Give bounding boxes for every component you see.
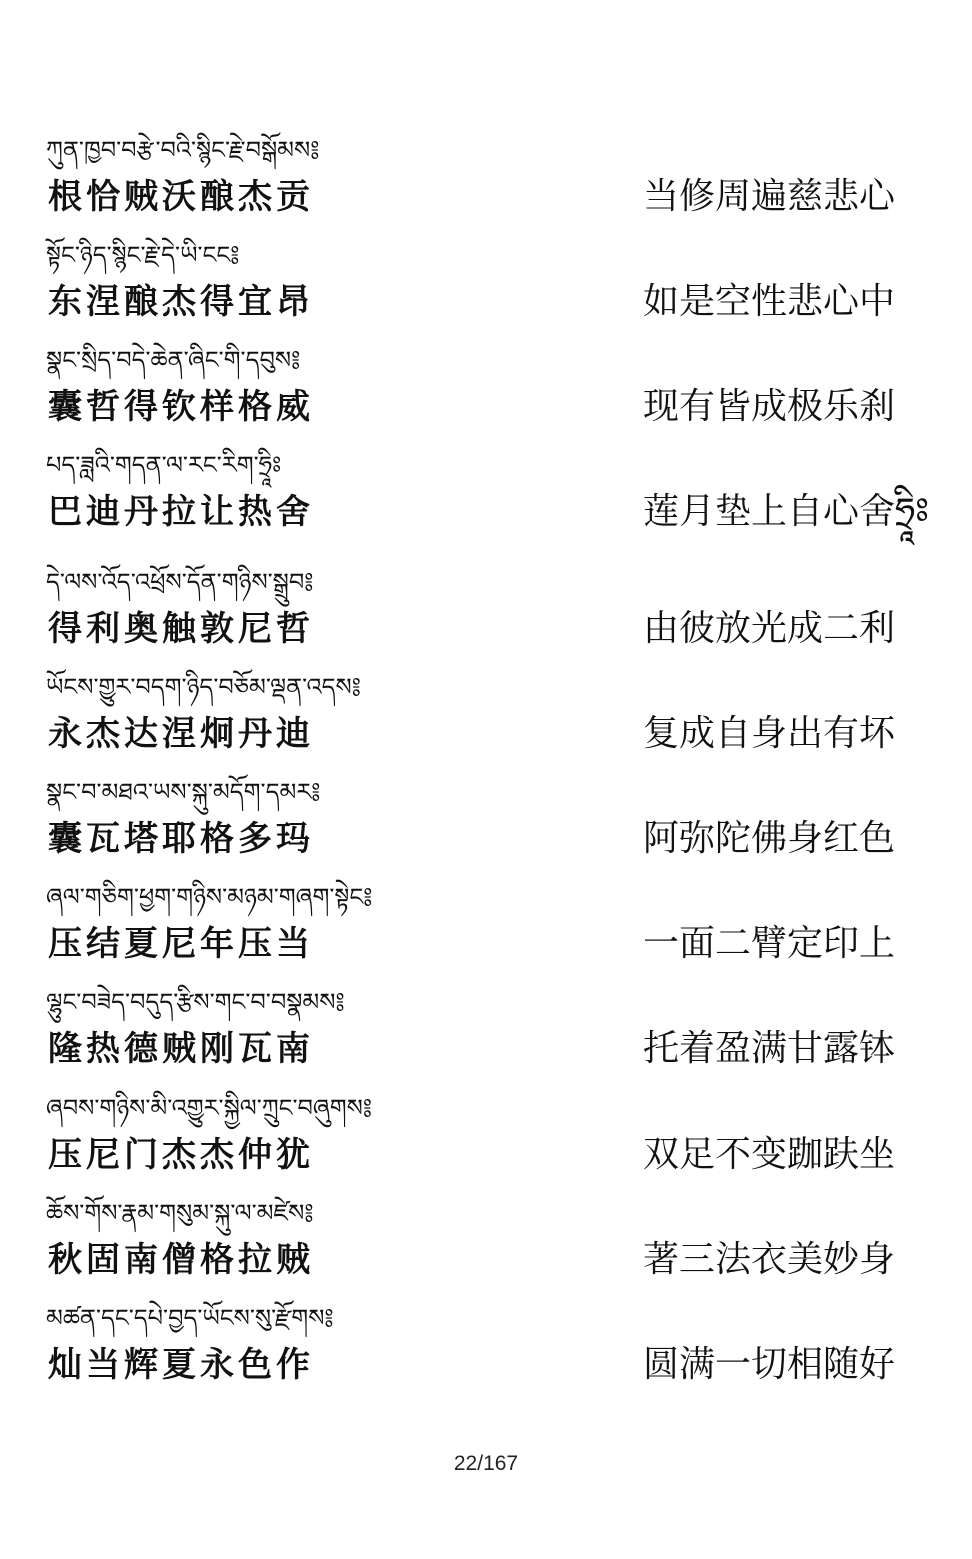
- chinese-line: 双足不变跏趺坐: [643, 1134, 896, 1175]
- chinese-line: 莲月垫上自心舍ཧྲཱིཿ: [643, 491, 929, 532]
- chinese-line: 一面二臂定印上: [643, 923, 896, 964]
- tibetan-line: ཆོས་གོས་རྣམ་གསུམ་སྐུ་ལ་མཛེས༔: [46, 1199, 314, 1227]
- chinese-line: 如是空性悲心中: [643, 281, 896, 322]
- tibetan-line: པད་ཟླའི་གདན་ལ་རང་རིག་ཧྲཱིཿ: [46, 451, 282, 479]
- page-number: 22/167: [453, 1452, 519, 1475]
- tibetan-line: སྟོང་ཉིད་སྙིང་རྗེ་དེ་ཡི་ངང༔: [46, 241, 240, 269]
- tibetan-line: ཀུན་ཁྱབ་བརྩེ་བའི་སྙིང་རྗེ་བསྒོམས༔: [46, 136, 320, 164]
- transliteration-line: 东涅酿杰得宜昂: [48, 282, 314, 322]
- chinese-line: 托着盈满甘露钵: [643, 1028, 896, 1069]
- tibetan-line: ཡོངས་གྱུར་བདག་ཉིད་བཅོམ་ལྡན་འདས༔: [46, 673, 361, 701]
- transliteration-line: 隆热德贼刚瓦南: [48, 1029, 314, 1069]
- transliteration-line: 囊瓦塔耶格多玛: [48, 819, 314, 859]
- tibetan-line: ཞལ་གཅིག་ཕྱག་གཉིས་མཉམ་གཞག་སྟེང༔: [46, 883, 373, 911]
- chinese-line: 现有皆成极乐刹: [643, 386, 896, 427]
- transliteration-line: 得利奥触敦尼哲: [48, 609, 314, 649]
- chinese-line: 复成自身出有坏: [643, 713, 896, 754]
- tibetan-line: སྣང་བ་མཐའ་ཡས་སྐུ་མདོག་དམར༔: [46, 778, 321, 806]
- transliteration-line: 压尼门杰杰仲犹: [48, 1135, 314, 1175]
- transliteration-line: 囊哲得钦样格威: [48, 387, 314, 427]
- chinese-line: 由彼放光成二利: [643, 608, 896, 649]
- transliteration-line: 永杰达涅炯丹迪: [48, 714, 314, 754]
- chinese-line: 圆满一切相随好: [643, 1344, 896, 1385]
- transliteration-line: 秋固南僧格拉贼: [48, 1240, 314, 1280]
- chinese-line: 著三法衣美妙身: [643, 1239, 896, 1280]
- tibetan-line: དེ་ལས་འོད་འཕྲོས་དོན་གཉིས་སྒྲུབ༔: [46, 568, 314, 596]
- chinese-line: 阿弥陀佛身红色: [643, 818, 896, 859]
- transliteration-line: 压结夏尼年压当: [48, 924, 314, 964]
- tibetan-line: སྣང་སྲིད་བདེ་ཆེན་ཞིང་གི་དབུས༔: [46, 346, 301, 374]
- tibetan-line: ཞབས་གཉིས་མི་འགྱུར་སྐྱིལ་ཀྲུང་བཞུགས༔: [46, 1094, 372, 1122]
- transliteration-line: 巴迪丹拉让热舍: [48, 492, 314, 532]
- tibetan-line: མཚན་དང་དཔེ་བྱད་ཡོངས་སུ་རྫོགས༔: [46, 1304, 334, 1332]
- transliteration-line: 根恰贼沃酿杰贡: [48, 177, 314, 217]
- chinese-line: 当修周遍慈悲心: [643, 176, 896, 217]
- transliteration-line: 灿当辉夏永色作: [48, 1345, 314, 1385]
- tibetan-line: ལྷུང་བཟེད་བདུད་རྩིས་གང་བ་བསྣམས༔: [46, 988, 345, 1016]
